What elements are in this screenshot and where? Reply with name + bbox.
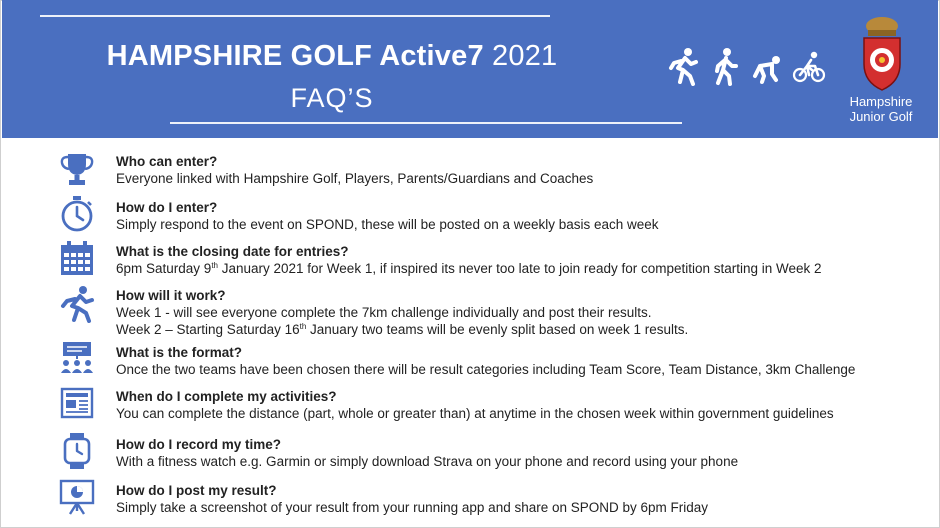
- smartwatch-icon: [58, 432, 96, 470]
- page-subtitle: FAQ’S: [290, 83, 374, 113]
- faq-answer: Simply respond to the event on SPOND, these will be posted on a weekly basis each week: [116, 217, 659, 232]
- presentation-team-icon: [58, 340, 96, 378]
- calendar-icon: [58, 240, 96, 278]
- faq-question: When do I complete my activities?: [116, 389, 337, 404]
- faq-question: How do I record my time?: [116, 437, 282, 452]
- header-rule-bottom: [170, 122, 682, 124]
- faq-item: [116, 287, 916, 338]
- faq-question: How will it work?: [116, 288, 226, 303]
- sprint-start-icon: [750, 46, 784, 86]
- faq-item: [116, 436, 916, 470]
- page-title: [82, 40, 582, 73]
- runner-icon: [666, 46, 700, 86]
- crest-label-line-1: Hampshire: [849, 94, 913, 109]
- faq-item: [116, 482, 916, 516]
- faq-answer: Everyone linked with Hampshire Golf, Players, Parents/Guardians and Coaches: [116, 171, 594, 186]
- faq-item: [116, 199, 916, 233]
- header-rule-top: [40, 15, 550, 17]
- faq-answer-line-2: Week 2 – Starting Saturday 16th January two teams will be evenly split based on week 1 results.: [116, 322, 689, 337]
- faq-answer: With a fitness watch e.g. Garmin or simply download Strava on your phone and record using your phone: [116, 454, 739, 469]
- title-main: HAMPSHIRE GOLF Active7: [106, 40, 484, 72]
- faq-question: Who can enter?: [116, 154, 218, 169]
- faq-item: [116, 153, 916, 187]
- walker-icon: [708, 46, 742, 86]
- newspaper-icon: [58, 384, 96, 422]
- crest-label: [834, 94, 928, 124]
- faq-item: [116, 388, 916, 422]
- header-banner: [2, 0, 938, 138]
- faq-answer: Once the two teams have been chosen there will be result categories including Team Score, Team Distance, 3km Challenge: [116, 362, 856, 377]
- title-year: 2021: [492, 40, 558, 72]
- faq-question: How do I enter?: [116, 200, 218, 215]
- sport-icons: [666, 46, 826, 86]
- faq-question: What is the format?: [116, 345, 243, 360]
- faq-answer: Week 1 - will see everyone complete the 7km challenge individually and post their results.: [116, 305, 652, 320]
- faq-item: [116, 243, 916, 277]
- cyclist-icon: [792, 46, 826, 86]
- faq-answer: You can complete the distance (part, whole or greater than) at anytime in the chosen week within government guidelines: [116, 406, 834, 421]
- hampshire-crest-icon: [854, 14, 910, 92]
- easel-chart-icon: [58, 478, 96, 516]
- faq-item: [116, 344, 916, 378]
- faq-answer: Simply take a screenshot of your result from your running app and share on SPOND by 6pm Friday: [116, 500, 709, 515]
- faq-answer: 6pm Saturday 9th January 2021 for Week 1, if inspired its never too late to join ready for competition starting in Week 2: [116, 261, 822, 276]
- faq-question: What is the closing date for entries?: [116, 244, 349, 259]
- crest-label-line-2: Junior Golf: [849, 109, 913, 124]
- runner-icon: [58, 285, 96, 323]
- trophy-icon: [58, 150, 96, 188]
- faq-question: How do I post my result?: [116, 483, 277, 498]
- stopwatch-icon: [58, 195, 96, 233]
